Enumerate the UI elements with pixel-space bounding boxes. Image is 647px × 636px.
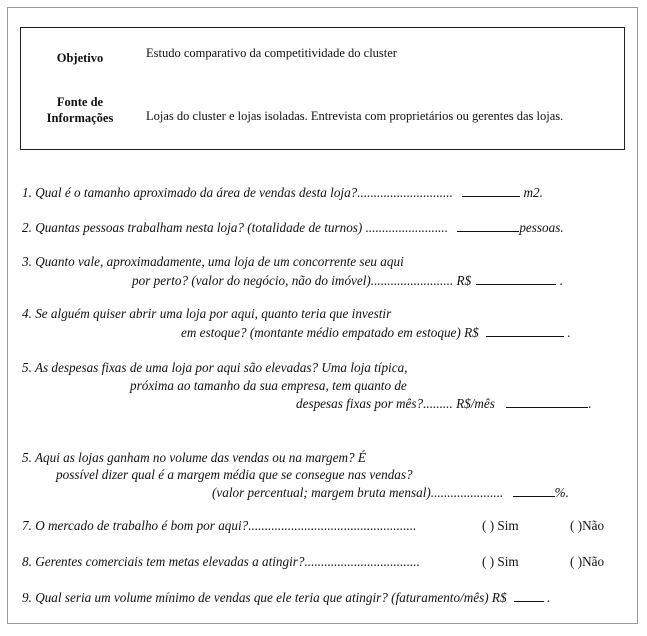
source-label-line-2: Informações [46,110,114,125]
question-6-line-2: possível dizer qual é a margem média que se consegue nas vendas? [56,467,413,482]
objective-label: Objetivo [56,51,104,65]
question-3-text: por perto? (valor do negócio, não do imóvel)......................... R$ [132,273,472,288]
question-3-end: . [556,273,564,288]
question-9 [22,590,550,604]
question-4-line-2 [181,325,571,339]
question-8-option-no[interactable]: ( )Não [570,554,605,569]
source-text: Lojas do cluster e lojas isoladas. Entrevista com proprietários ou gerentes das lojas. [146,109,564,123]
source-label-line-1: Fonte de [56,95,104,109]
question-5-line-2: próxima ao tamanho da sua empresa, tem quanto de [130,378,407,393]
question-7-option-yes[interactable]: ( ) Sim [482,518,519,533]
question-5-text: despesas fixas por mês?......... R$/mês [296,396,495,411]
objective-text: Estudo comparativo da competitividade do cluster [146,46,397,60]
question-9-end: . [543,590,551,605]
question-4-end: . [564,325,571,340]
question-1-text: 1. Qual é o tamanho aproximado da área de vendas desta loja?............................. [22,185,453,200]
question-8-text: 8. Gerentes comerciais tem metas elevadas a atingir?................................... [22,554,420,569]
question-6-text: (valor percentual; margem bruta mensal)...................... [212,485,504,500]
question-5-line-1: 5. As despesas fixas de uma loja por aqui são elevadas? Uma loja típica, [22,360,408,375]
question-3-line-1: 3. Quanto vale, aproximadamente, uma loja de um concorrente seu aqui [22,254,404,269]
question-2-unit: pessoas. [519,220,564,235]
question-6-answer-line[interactable] [513,485,555,497]
question-2-answer-line[interactable] [457,220,519,232]
source-label [40,95,120,126]
question-5-line-3 [296,396,592,410]
question-4-text: em estoque? (montante médio empatado em estoque) R$ [181,325,479,340]
question-9-answer-line[interactable] [514,590,544,602]
question-2-text: 2. Quantas pessoas trabalham nesta loja? (totalidade de turnos) ......................... [22,220,449,235]
question-3-line-2 [132,273,563,287]
question-5-end: . [588,396,592,411]
question-3-answer-line[interactable] [476,273,556,285]
question-2 [22,220,564,234]
question-4-answer-line[interactable] [486,325,564,337]
question-5-answer-line[interactable] [506,396,588,408]
question-7-text: 7. O mercado de trabalho é bom por aqui?................................................... [22,518,417,533]
question-1-answer-line[interactable] [462,185,520,197]
question-7-option-no[interactable]: ( )Não [570,518,605,533]
question-1 [22,185,543,199]
question-9-text: 9. Qual seria um volume mínimo de vendas que ele teria que atingir? (faturamento/mês) R$ [22,590,507,605]
question-6-end: %. [554,485,569,500]
question-6-line-1: 5. Aqui as lojas ganham no volume das vendas ou na margem? É [22,450,366,465]
question-6-line-3 [212,485,569,499]
question-1-unit: m2. [520,185,543,200]
question-8-option-yes[interactable]: ( ) Sim [482,554,519,569]
question-4-line-1: 4. Se alguém quiser abrir uma loja por aqui, quanto teria que investir [22,306,392,321]
